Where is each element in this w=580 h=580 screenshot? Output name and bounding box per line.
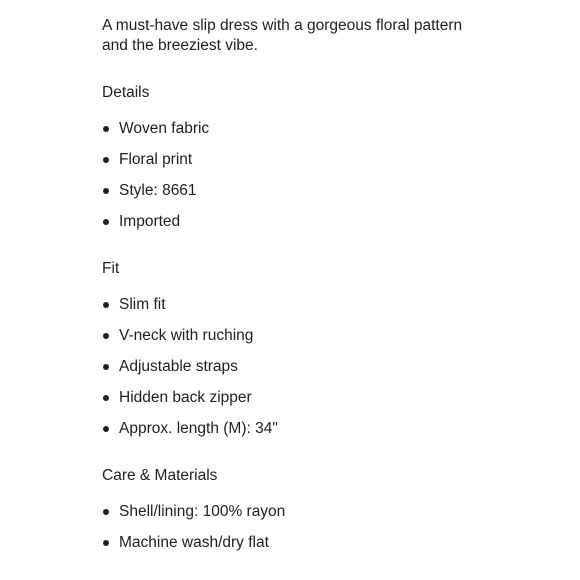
list-item: [102, 212, 482, 232]
list-item: [102, 326, 482, 346]
bullet-icon: [103, 219, 109, 225]
list-item-text: V-neck with ruching: [119, 327, 254, 344]
fit-list: [102, 295, 482, 439]
list-item: [102, 533, 482, 553]
bullet-icon: [103, 157, 109, 163]
list-item: [102, 502, 482, 522]
section-heading-fit: Fit: [102, 260, 120, 277]
bullet-icon: [103, 540, 109, 546]
bullet-icon: [103, 333, 109, 339]
list-item-text: Shell/lining: 100% rayon: [119, 503, 286, 520]
bullet-icon: [103, 302, 109, 308]
section-heading-details: Details: [102, 84, 150, 101]
list-item-text: Machine wash/dry flat: [119, 534, 269, 551]
list-item: [102, 150, 482, 170]
bullet-icon: [103, 126, 109, 132]
list-item-text: Slim fit: [119, 296, 166, 313]
list-item-text: Style: 8661: [119, 182, 197, 199]
bullet-icon: [103, 426, 109, 432]
list-item: [102, 357, 482, 377]
list-item-text: Floral print: [119, 151, 193, 168]
care-materials-list: [102, 502, 482, 553]
bullet-icon: [103, 188, 109, 194]
list-item-text: Approx. length (M): 34": [119, 420, 278, 437]
list-item: [102, 419, 482, 439]
section-heading-care-materials: Care & Materials: [102, 467, 218, 484]
list-item-text: Woven fabric: [119, 120, 210, 137]
bullet-icon: [103, 364, 109, 370]
details-list: [102, 119, 482, 232]
bullet-icon: [103, 395, 109, 401]
product-description: A must-have slip dress with a gorgeous floral pattern and the breeziest vibe.: [102, 17, 463, 54]
list-item: [102, 295, 482, 315]
list-item: [102, 119, 482, 139]
list-item: [102, 388, 482, 408]
list-item-text: Imported: [119, 213, 181, 230]
list-item-text: Hidden back zipper: [119, 389, 252, 406]
list-item-text: Adjustable straps: [119, 358, 238, 375]
bullet-icon: [103, 509, 109, 515]
list-item: [102, 181, 482, 201]
